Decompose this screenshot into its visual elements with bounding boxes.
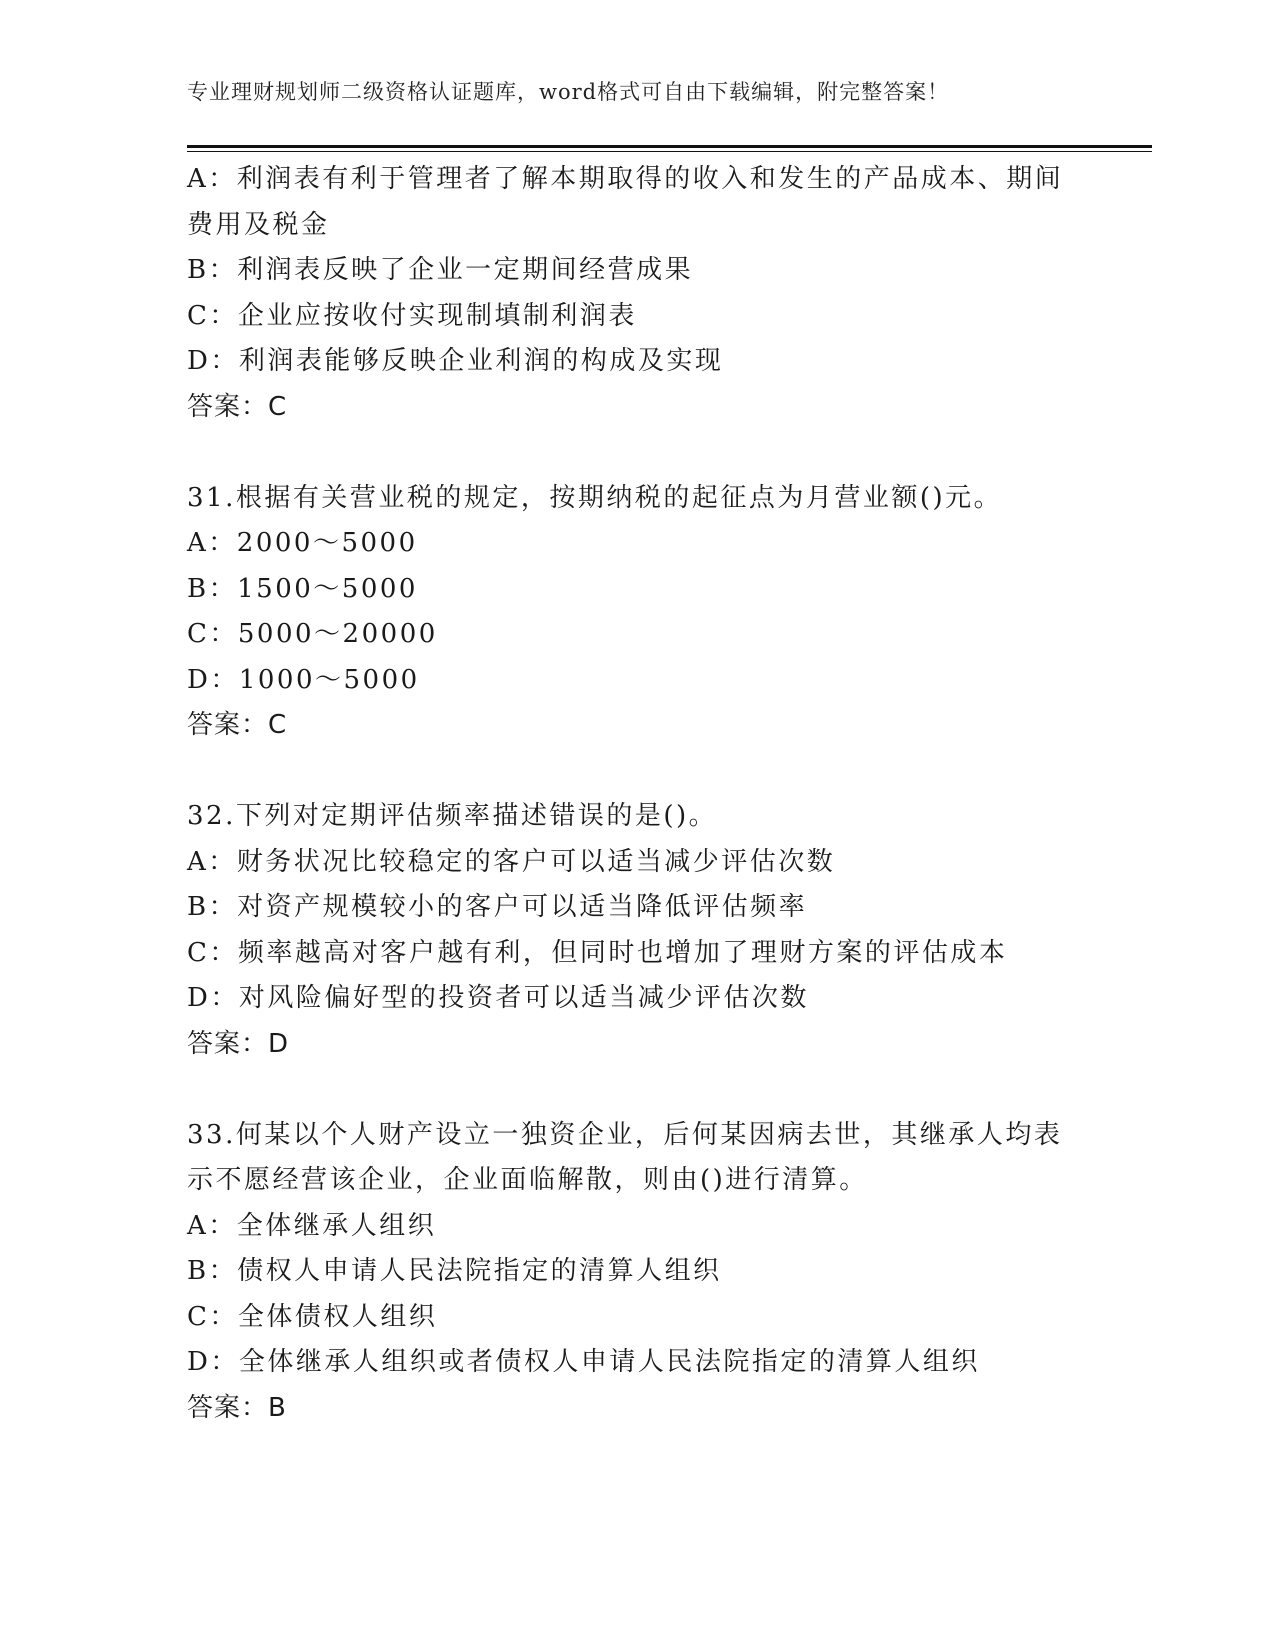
question-31 [187, 476, 1087, 749]
option-c: C：5000～20000 [187, 619, 438, 649]
option-b: B：对资产规模较小的客户可以适当降低评估频率 [187, 892, 808, 922]
page-header: 专业理财规划师二级资格认证题库，word格式可自由下载编辑，附完整答案！ [187, 80, 950, 104]
question-stem-continued: 示不愿经营该企业，企业面临解散，则由()进行清算。 [187, 1165, 868, 1195]
option-d: D：利润表能够反映企业利润的构成及实现 [187, 346, 724, 376]
option-a: A：财务状况比较稳定的客户可以适当减少评估次数 [187, 846, 836, 877]
answer: 答案：D [187, 1028, 290, 1059]
header-rule-thick [187, 145, 1152, 148]
question-content [187, 157, 1087, 1431]
option-a-continued: 费用及税金 [187, 209, 330, 240]
option-c: C：企业应按收付实现制填制利润表 [187, 300, 637, 331]
header-rule-thin [187, 151, 1152, 152]
spacer [187, 1067, 1087, 1113]
option-d: D：1000～5000 [187, 664, 420, 695]
question-32 [187, 794, 1087, 1067]
option-a: A：利润表有利于管理者了解本期取得的收入和发生的产品成本、期间 [187, 164, 1064, 194]
option-d: D：对风险偏好型的投资者可以适当减少评估次数 [187, 983, 809, 1013]
option-b: B：1500～5000 [187, 573, 418, 604]
question-stem: 31.根据有关营业税的规定，按期纳税的起征点为月营业额()元。 [187, 482, 1003, 513]
answer: 答案：C [187, 391, 288, 422]
option-d: D：全体继承人组织或者债权人申请人民法院指定的清算人组织 [187, 1347, 980, 1377]
option-a: A：2000～5000 [187, 528, 418, 558]
question-stem: 33.何某以个人财产设立一独资企业，后何某因病去世，其继承人均表 [187, 1119, 1063, 1150]
answer: 答案：C [187, 710, 288, 740]
question-33 [187, 1113, 1087, 1432]
question-stem: 32.下列对定期评估频率描述错误的是()。 [187, 801, 718, 831]
option-b: B：利润表反映了企业一定期间经营成果 [187, 255, 694, 285]
answer: 答案：B [187, 1392, 287, 1423]
option-c: C：频率越高对客户越有利，但同时也增加了理财方案的评估成本 [187, 937, 1008, 968]
spacer [187, 430, 1087, 476]
spacer [187, 749, 1087, 795]
option-c: C：全体债权人组织 [187, 1301, 438, 1332]
option-a: A：全体继承人组织 [187, 1210, 437, 1241]
option-b: B：债权人申请人民法院指定的清算人组织 [187, 1256, 722, 1286]
carryover-question [187, 157, 1087, 430]
